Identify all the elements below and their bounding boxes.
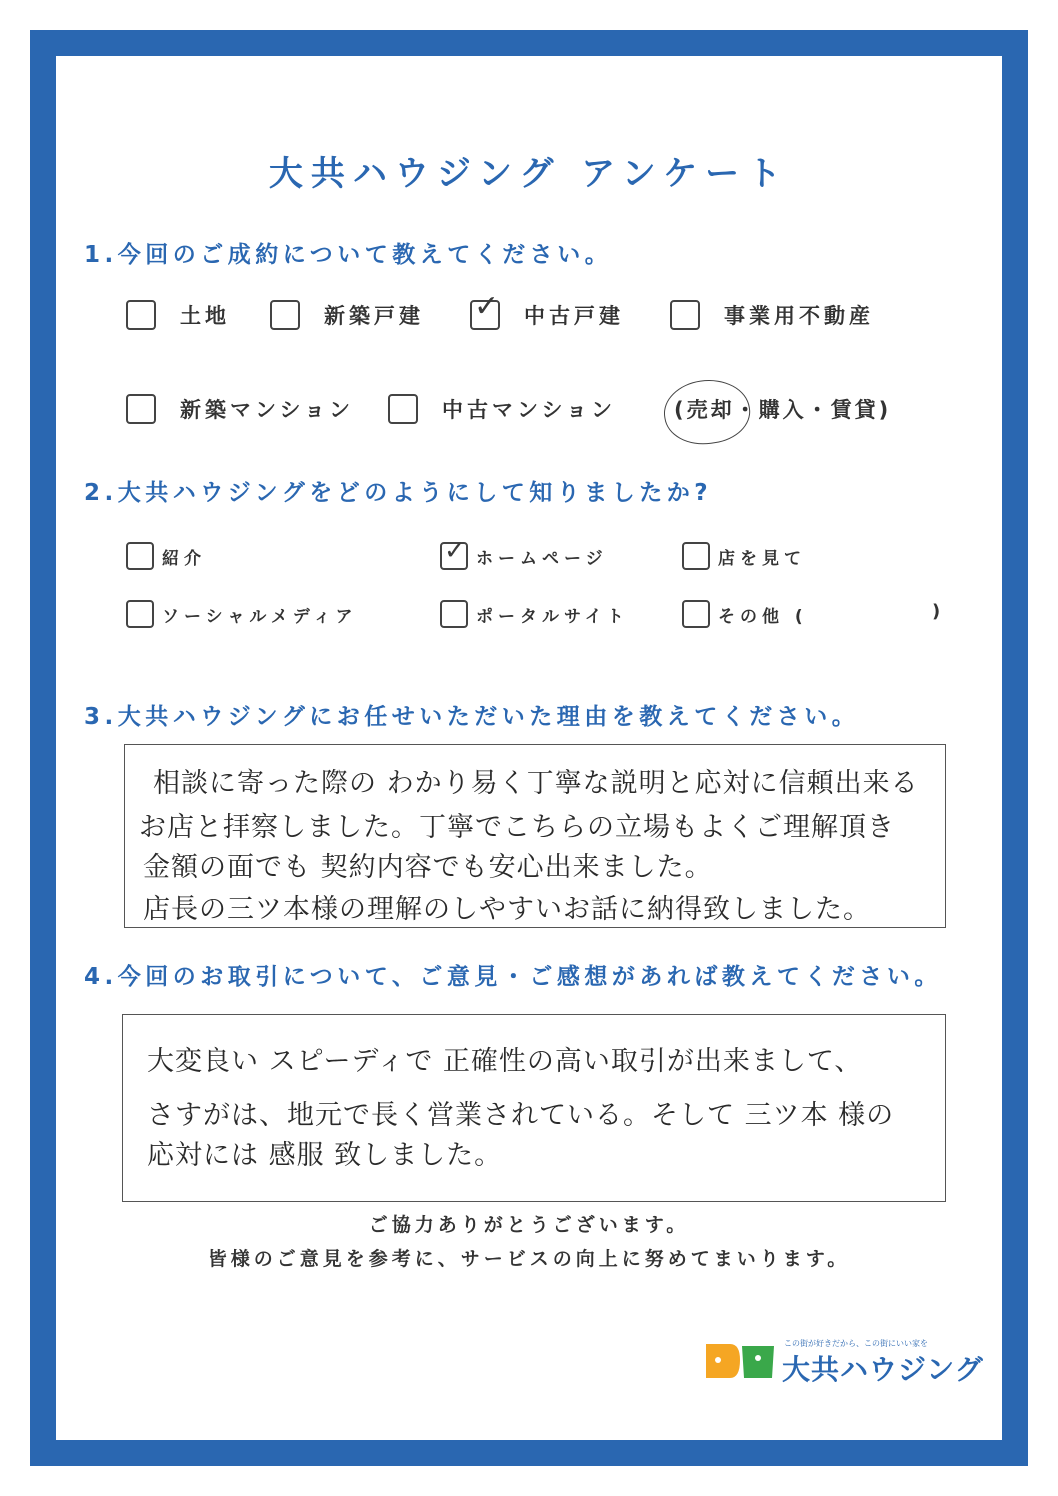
option-used-house-label: 中古戸建 bbox=[524, 304, 624, 328]
option-new-condo-label: 新築マンション bbox=[180, 398, 355, 422]
option-portal-site[interactable] bbox=[440, 600, 629, 628]
logo-name: 大共ハウジング bbox=[782, 1353, 984, 1386]
option-portal-site-label: ポータルサイト bbox=[476, 606, 629, 627]
answer-q3-line: 相談に寄った際の わかり易く丁寧な説明と応対に信頼出来る bbox=[153, 768, 919, 799]
answer-box-q4[interactable] bbox=[122, 1014, 946, 1202]
option-used-house[interactable] bbox=[470, 289, 624, 330]
option-new-house[interactable] bbox=[270, 300, 424, 330]
checkbox-saw-store[interactable] bbox=[682, 542, 710, 570]
checkbox-used-house[interactable] bbox=[470, 289, 504, 330]
option-land[interactable] bbox=[126, 300, 230, 330]
option-referral-label: 紹介 bbox=[162, 548, 206, 569]
checkbox-new-condo[interactable] bbox=[126, 394, 156, 424]
option-other[interactable] bbox=[682, 600, 808, 628]
answer-q4-line: さすがは、地元で長く営業されている。そして 三ツ本 様の bbox=[147, 1100, 895, 1131]
option-used-condo[interactable] bbox=[388, 394, 616, 424]
checkbox-portal-site[interactable] bbox=[440, 600, 468, 628]
option-land-label: 土地 bbox=[180, 304, 230, 328]
option-homepage-label: ホームページ bbox=[476, 548, 608, 569]
option-social-media[interactable] bbox=[126, 600, 357, 628]
logo-mark-icon bbox=[704, 1340, 776, 1382]
separator: ・ bbox=[806, 398, 831, 422]
option-saw-store-label: 店を見て bbox=[718, 548, 806, 569]
option-saw-store[interactable] bbox=[682, 542, 806, 570]
option-homepage[interactable] bbox=[440, 536, 608, 570]
option-used-condo-label: 中古マンション bbox=[442, 398, 617, 422]
answer-q3-line: 店長の三ツ本様の理解のしやすいお話に納得致しました。 bbox=[143, 894, 871, 925]
thanks-line-1: ご協力ありがとうございます。 bbox=[368, 1214, 690, 1236]
answer-q4-line: 応対には 感服 致しました。 bbox=[147, 1140, 503, 1171]
checkmark-icon: ✓ bbox=[444, 536, 471, 566]
other-paren-close: ) bbox=[932, 601, 941, 622]
checkbox-referral[interactable] bbox=[126, 542, 154, 570]
option-new-house-label: 新築戸建 bbox=[324, 304, 424, 328]
option-commercial-property[interactable] bbox=[670, 300, 874, 330]
logo-tagline: この街が好きだから、この街にいい家を bbox=[784, 1339, 928, 1348]
paren-close: ) bbox=[878, 398, 892, 422]
question-3-heading: 3.大共ハウジングにお任せいただいた理由を教えてください。 bbox=[84, 704, 860, 730]
question-4-heading: 4.今回のお取引について、ご意見・ご感想があれば教えてください。 bbox=[84, 964, 942, 990]
checkbox-social-media[interactable] bbox=[126, 600, 154, 628]
answer-q3-line: お店と拝察しました。丁寧でこちらの立場もよくご理解頂き bbox=[139, 812, 895, 843]
company-logo bbox=[704, 1336, 984, 1386]
option-referral[interactable] bbox=[126, 542, 206, 570]
option-commercial-property-label: 事業用不動産 bbox=[724, 304, 874, 328]
separator: ・ bbox=[734, 398, 759, 422]
transaction-buy[interactable]: 購入 bbox=[758, 398, 807, 422]
option-new-condo[interactable] bbox=[126, 394, 354, 424]
transaction-sell[interactable]: 売却 bbox=[686, 398, 735, 422]
checkbox-new-house[interactable] bbox=[270, 300, 300, 330]
question-1-heading: 1.今回のご成約について教えてください。 bbox=[84, 242, 613, 268]
checkbox-land[interactable] bbox=[126, 300, 156, 330]
checkbox-used-condo[interactable] bbox=[388, 394, 418, 424]
transaction-rent[interactable]: 賃貸 bbox=[830, 398, 879, 422]
checkbox-commercial-property[interactable] bbox=[670, 300, 700, 330]
answer-box-q3[interactable] bbox=[124, 744, 946, 928]
checkbox-homepage[interactable] bbox=[440, 536, 471, 570]
question-2-heading: 2.大共ハウジングをどのようにして知りましたか? bbox=[84, 480, 713, 506]
answer-q3-line: 金額の面でも 契約内容でも安心出来ました。 bbox=[143, 852, 713, 883]
checkmark-icon: ✓ bbox=[474, 289, 504, 324]
answer-q4-line: 大変良い スピーディで 正確性の高い取引が出来まして、 bbox=[147, 1046, 863, 1077]
option-social-media-label: ソーシャルメディア bbox=[162, 606, 358, 627]
paren-open: ( bbox=[674, 398, 687, 422]
option-other-label: その他 ( bbox=[718, 606, 808, 627]
checkbox-other[interactable] bbox=[682, 600, 710, 628]
survey-title: 大共ハウジング アンケート bbox=[268, 154, 790, 194]
thanks-line-2: 皆様のご意見を参考に、サービスの向上に努めてまいります。 bbox=[207, 1248, 851, 1270]
